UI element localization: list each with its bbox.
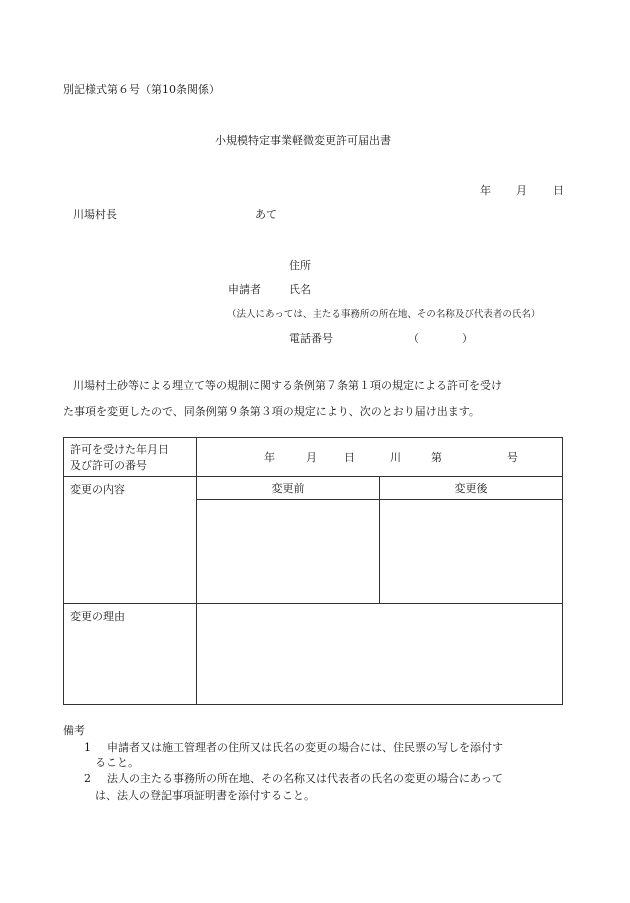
permit-dai-label: 第: [431, 451, 442, 464]
phone-paren-close: ）: [462, 332, 473, 345]
address-label: 住所: [289, 259, 311, 272]
reason-content-cell[interactable]: [197, 604, 563, 705]
permit-year-label: 年: [264, 451, 275, 464]
body-text-line-1: 川場村土砂等による埋立て等の規制に関する条例第７条第１項の規定による許可を受け: [73, 379, 502, 392]
permit-label-cell: [64, 438, 197, 477]
change-header-row: [64, 477, 563, 500]
addressee-name: 川場村長: [73, 208, 117, 221]
form-number: 別記様式第６号（第10条関係）: [63, 83, 220, 96]
permit-row: [64, 438, 563, 477]
permit-label-line-1: 許可を受けた年月日: [70, 443, 169, 456]
permit-month-label: 月: [306, 451, 317, 464]
form-table: [63, 437, 563, 705]
note-1-line-1: 申請者又は施工管理者の住所又は氏名の変更の場合には、住民票の写しを添付す: [107, 741, 503, 754]
after-header-cell: 変更後: [380, 477, 563, 500]
note-2-line-1: 法人の主たる事務所の所在地、その名称又は代表者の氏名の変更の場合にあって: [107, 772, 503, 785]
before-content-cell[interactable]: [197, 500, 380, 604]
reason-row: [64, 604, 563, 705]
note-1-line-2: ること。: [95, 756, 139, 769]
change-content-label-cell: [64, 477, 197, 604]
permit-day-label: 日: [344, 451, 355, 464]
page-title: 小規模特定事業軽微変更許可届出書: [215, 134, 391, 147]
applicant-label: 申請者: [228, 283, 261, 296]
addressee-suffix: あて: [255, 208, 277, 221]
date-day-label: 日: [553, 184, 564, 197]
notes-heading: 備考: [63, 724, 85, 737]
corporate-note: （法人にあっては、主たる事務所の所在地、その名称及び代表者の氏名）: [227, 309, 541, 320]
before-header-cell: 変更前: [197, 477, 380, 500]
name-label: 氏名: [289, 283, 311, 296]
phone-paren-open: （: [408, 332, 419, 345]
phone-label: 電話番号: [289, 332, 333, 345]
note-2-line-2: は、法人の登記事項証明書を添付すること。: [95, 789, 315, 802]
permit-go-label: 号: [507, 451, 518, 464]
body-text-line-2: た事項を変更したので、同条例第９条第３項の規定により、次のとおり届け出ます。: [63, 405, 480, 418]
permit-value-cell[interactable]: [197, 438, 563, 477]
change-content-label: 変更の内容: [70, 483, 125, 496]
permit-label-line-2: 及び許可の番号: [70, 459, 147, 472]
date-year-label: 年: [480, 184, 491, 197]
permit-prefix-label: 川: [390, 451, 401, 464]
note-2-number: 2: [84, 772, 91, 785]
reason-label-cell: [64, 604, 197, 705]
reason-label: 変更の理由: [70, 610, 125, 623]
date-month-label: 月: [516, 184, 527, 197]
after-content-cell[interactable]: [380, 500, 563, 604]
note-1-number: 1: [84, 741, 91, 754]
